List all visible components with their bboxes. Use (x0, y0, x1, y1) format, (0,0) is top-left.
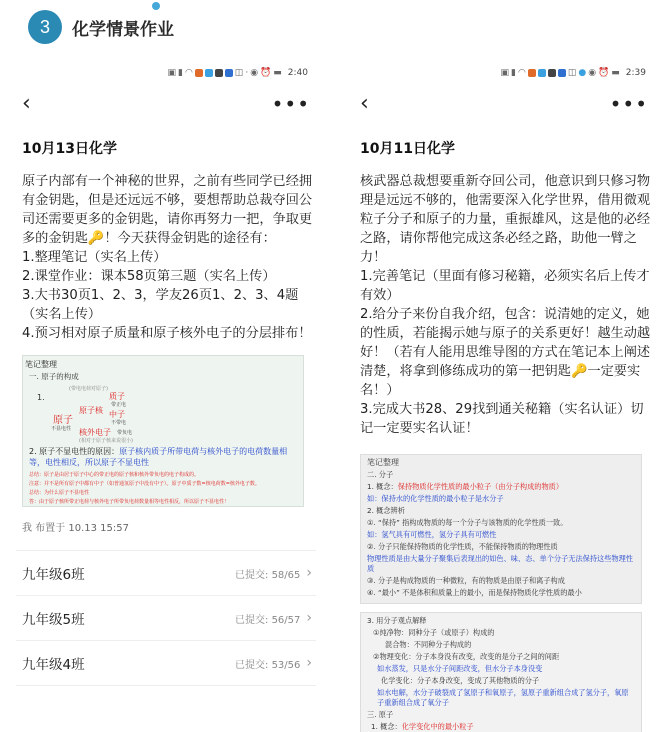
diagram-charge-positive: 带正电 (111, 402, 127, 408)
notes-line-highlight: 保持物质化学性质的最小粒子（由分子构成的物质） (397, 482, 564, 491)
notes-line: 三. 原子 (367, 710, 394, 719)
notes-image[interactable] (22, 355, 304, 507)
diagram-atom: 原子 (53, 415, 73, 426)
notes-line: 化学变化：分子本身改变，变成了其他物质的分子 (381, 676, 540, 685)
notes-image[interactable] (360, 454, 642, 604)
hd-icon: ▣ (500, 68, 509, 78)
diagram-number: 1. (37, 393, 45, 402)
diagram-neutron: 中子 (109, 410, 125, 419)
post-paragraph: 4.预习相对原子质量和原子核外电子的分层排布！ (22, 326, 312, 341)
notes-line: ②物理变化：分子本身没有改变，改变的是分子之间的间距 (373, 652, 560, 661)
notes-line-highlight: 化学变化中的最小粒子 (401, 722, 474, 731)
alarm-icon: ⏰ (260, 68, 272, 78)
notes-line: ①. “保持” 指构成物质的每一个分子与该物质的化学性质一致。 (367, 518, 568, 527)
notes-small-line: 总结：为什么原子不显电性 (29, 490, 90, 496)
diagram-charge-negative: 带负电 (117, 430, 133, 436)
eye-icon: ◉ (588, 68, 597, 78)
app-notification-icon (558, 69, 566, 77)
diagram-neutral: 不显电性 (51, 426, 72, 432)
more-options-icon[interactable]: ••• (271, 92, 310, 116)
assign-meta: 我 布置于 10.13 15:57 (22, 523, 129, 534)
left-phone-screenshot (16, 62, 316, 732)
notes-line: 混合物：不同种分子构成的 (385, 640, 472, 649)
submit-status: 已提交: 58/65 (235, 569, 301, 581)
notes-line: 如水蒸发，只是水分子间距改变，但水分子本身没变 (377, 664, 543, 673)
submit-status: 已提交: 56/57 (235, 614, 301, 626)
chevron-right-icon: › (306, 610, 312, 626)
battery-icon: ▬ (611, 68, 620, 78)
diagram-small-note: (相对于原子核来说很小) (79, 438, 133, 444)
notes-line-prefix: 2. 原子不显电性的原因： (29, 447, 120, 456)
diagram-proton: 质子 (109, 392, 125, 401)
class-status-group (235, 655, 312, 671)
notes-line (361, 721, 641, 732)
post-paragraph: 原子内部有一个神秘的世界，之前有些同学已经拥有金钥匙，但是还远远不够，要想帮助总裁夺回公司还需要更多的金钥匙，请你再努力一把，争取更多的金钥匙🔑！今天获得金钥匙的途径有： (22, 174, 313, 246)
section-dot-decoration (152, 2, 160, 10)
right-phone-screenshot (354, 62, 654, 732)
notes-heading: 笔记整理 (367, 458, 399, 467)
class-row[interactable] (16, 596, 316, 641)
notes-line: 如：保持水的化学性质的最小粒子是水分子 (367, 494, 504, 503)
back-chevron-icon[interactable]: ‹ (360, 91, 369, 116)
dot-icon: · (245, 68, 249, 78)
notes-line: 如：氢气具有可燃性，氢分子具有可燃性 (367, 530, 497, 539)
notes-line (23, 445, 303, 469)
notes-small-line: 注意：并不是所有原子中都有中子（如普通氢原子中没有中子）。原子中质子数=核电荷数=核外电子数。 (29, 481, 260, 487)
back-chevron-icon[interactable]: ‹ (22, 91, 31, 116)
nav-bar (354, 84, 654, 124)
wifi-icon: ◠ (517, 68, 526, 78)
app-notification-icon (215, 69, 223, 77)
post-paragraph: 2.课堂作业：课本58页第三题（实名上传） (22, 269, 276, 284)
notes-line: ④. “最小” 不是体积和质量上的最小，而是保持物质化学性质的最小 (367, 588, 582, 597)
post-paragraph: 2.给分子来份自我介绍，包含：说清她的定义，她的性质，若能揭示她与原子的关系更好！越生动越好！（若有人能用思维导图的方式在笔记本上阐述清楚，将拿到修练成功的第一把钥匙🔑一定要实名！） (360, 307, 651, 398)
status-icons (500, 68, 619, 78)
app-notification-icon (538, 69, 546, 77)
copy-icon: ◫ (567, 68, 577, 78)
wifi-icon: ◠ (184, 68, 193, 78)
signal-icon: ▮ (177, 68, 183, 78)
post-body (360, 172, 652, 438)
notes-line: 二. 分子 (367, 470, 394, 479)
status-icons (167, 68, 281, 78)
more-options-icon[interactable]: ••• (609, 92, 648, 116)
chevron-right-icon: › (306, 655, 312, 671)
app-notification-icon (225, 69, 233, 77)
section-number-badge: 3 (28, 10, 62, 44)
notes-small-line: 答：由于原子核所带正电荷与核外电子所带负电荷数量相等电性相反，所以原子不显电性！ (29, 499, 230, 505)
notes-line: 3. 用分子观点解释 (367, 616, 427, 625)
notes-line-prefix: 1. 概念： (371, 722, 402, 731)
atom-structure-diagram (33, 385, 303, 445)
post-paragraph: 核武器总裁想要重新夺回公司，他意识到只修习物理是远远不够的，他需要深入化学世界，借用微观粒子分子和原子的力量，重振雄风，这是他的必经之路，请你帮他完成这条必经之路，助他一臂之力！ (360, 174, 651, 265)
chevron-right-icon: › (306, 565, 312, 581)
copy-icon: ◫ (234, 68, 244, 78)
diagram-nucleus: 原子核 (79, 406, 103, 415)
notes-line: ②. 分子只能保持物质的化学性质，不能保持物质的物理性质 (367, 542, 558, 551)
app-notification-icon (195, 69, 203, 77)
status-time: 2:40 (287, 68, 308, 78)
post-title: 10月13日化学 (22, 141, 117, 157)
notes-line-highlight: 原子核内质子所带电荷与核外电子的电荷数量相等，电性相反，所以原子不显电性 (29, 447, 288, 467)
notes-subheading: 一. 原子的构成 (29, 372, 79, 381)
app-notification-icon (528, 69, 536, 77)
post-paragraph: 3.完成大书28、29找到通关秘籍（实名认证）切记一定要实名认证！ (360, 402, 644, 436)
notes-line: 如水电解，水分子破裂成了氢原子和氧原子，氢原子重新组合成了氢分子，氧原子重新组合成了氧分子 (377, 688, 629, 707)
app-notification-icon (205, 69, 213, 77)
post-paragraph: 1.整理笔记（实名上传） (22, 250, 167, 265)
hd-icon: ▣ (167, 68, 176, 78)
notes-image[interactable] (360, 612, 642, 732)
notes-line: ①纯净物：同种分子（或原子）构成的 (373, 628, 495, 637)
notes-line: ③. 分子是构成物质的一种微粒，有的物质是由原子和离子构成 (367, 576, 565, 585)
notes-line-prefix: 1. 概念： (367, 482, 398, 491)
notes-small-line: 总结：原子是由居于原子中心的带正电的原子核和核外带负电的电子构成的。 (29, 472, 200, 478)
notes-heading: 笔记整理 (25, 360, 57, 369)
section-title: 化学情景作业 (72, 19, 174, 40)
nav-bar (16, 84, 316, 124)
signal-icon: ▮ (511, 68, 516, 78)
section-header (28, 10, 174, 44)
submit-status: 已提交: 53/56 (235, 659, 301, 671)
dot-icon: ● (578, 68, 587, 78)
post-paragraph: 3.大书30页1、2、3，学友26页1、2、3、4题（实名上传） (22, 288, 299, 322)
class-status-group (235, 565, 312, 581)
post-body (22, 172, 314, 343)
diagram-electron: 核外电子 (79, 428, 111, 437)
notes-line: 物理性质是由大量分子聚集后表现出的如色、味、态、单个分子无法保持这些物理性质 (367, 554, 633, 573)
class-row[interactable] (16, 641, 316, 686)
status-time: 2:39 (625, 68, 646, 78)
status-bar (16, 62, 316, 84)
class-name: 九年级4班 (22, 657, 85, 673)
class-row[interactable] (16, 551, 316, 596)
notes-line: 2. 概念辨析 (367, 506, 405, 515)
class-name: 九年级5班 (22, 612, 85, 628)
diagram-hint: (带电电荷对原子) (69, 386, 108, 392)
battery-icon: ▬ (273, 68, 282, 78)
post-title: 10月11日化学 (360, 141, 455, 157)
status-bar (354, 62, 654, 84)
eye-icon: ◉ (250, 68, 259, 78)
app-notification-icon (548, 69, 556, 77)
post-paragraph: 1.完善笔记（里面有修习秘籍，必须实名后上传才有效） (360, 269, 650, 303)
class-status-group (235, 610, 312, 626)
diagram-charge-neutral: 不带电 (111, 420, 127, 426)
class-name: 九年级6班 (22, 567, 85, 583)
alarm-icon: ⏰ (598, 68, 610, 78)
notes-line (361, 481, 641, 493)
